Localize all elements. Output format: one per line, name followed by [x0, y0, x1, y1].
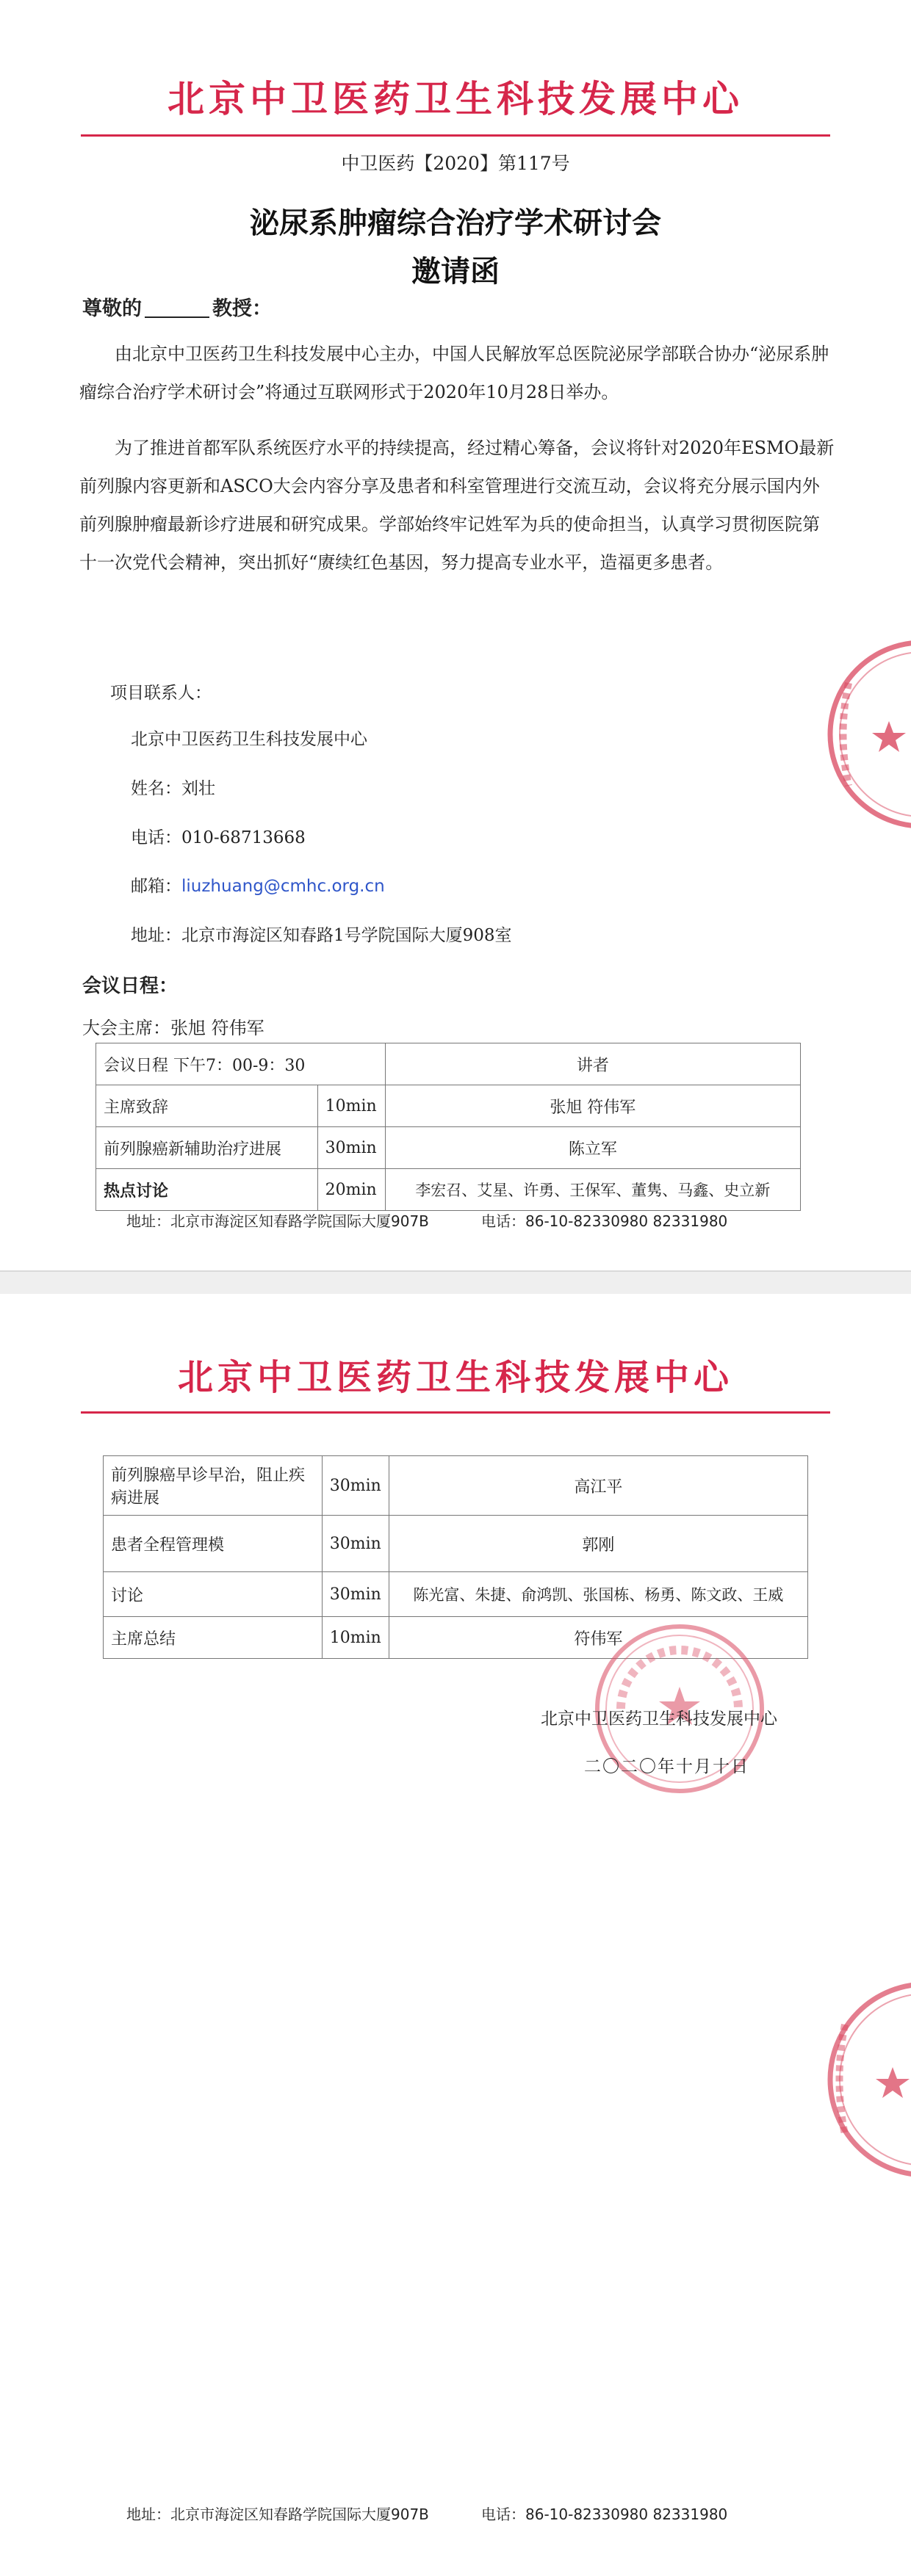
- schedule-table-page1: [96, 1043, 801, 1211]
- session-speaker: 符伟军: [389, 1617, 807, 1659]
- intro-paragraph: 由北京中卫医药卫生科技发展中心主办，中国人民解放军总医院泌尿学部联合协办“泌尿系肿瘤综合治疗学术研讨会”将通过互联网形式于2020年10月28日举办。: [79, 344, 829, 402]
- table-row: [96, 1127, 801, 1169]
- email-label: 邮箱：: [131, 877, 181, 896]
- salutation-blank: [145, 316, 209, 318]
- contact-name: 姓名：刘壮: [131, 779, 215, 798]
- session-topic: 热点讨论: [96, 1169, 318, 1211]
- footer-address: 地址：北京市海淀区知春路学院国际大厦907B: [126, 2506, 429, 2523]
- org-letterhead: 北京中卫医药卫生科技发展中心: [177, 1357, 733, 1398]
- schedule-time-header: 会议日程 下午7：00-9：30: [96, 1043, 386, 1085]
- session-speaker: 张旭 符伟军: [385, 1085, 800, 1127]
- session-speaker: 陈光富、朱捷、俞鸿凯、张国栋、杨勇、陈文政、王威: [389, 1572, 807, 1617]
- session-duration: 10min: [322, 1617, 389, 1659]
- agenda-heading: 会议日程：: [82, 975, 179, 997]
- contact-org: 北京中卫医药卫生科技发展中心: [131, 730, 367, 749]
- session-topic: 讨论: [104, 1572, 323, 1617]
- salutation-prefix: 尊敬的: [82, 297, 142, 320]
- letterhead-rule: [81, 134, 830, 137]
- org-letterhead: 北京中卫医药卫生科技发展中心: [168, 78, 743, 120]
- session-speaker: 李宏召、艾星、许勇、王保军、董隽、马鑫、史立新: [385, 1169, 800, 1211]
- letterhead-rule: [81, 1411, 830, 1414]
- purpose-paragraph: 为了推进首都军队系统医疗水平的持续提高，经过精心筹备，会议将针对2020年ESMO最新前列腺内容更新和ASCO大会内容分享及患者和科室管理进行交流互动，会议将充分展示国内外前列腺肿瘤最新诊疗进展和研究成果。学部始终牢记姓军为兵的使命担当，认真学习贯彻医院第十一次党代会精神，突出抓好“赓续红色基因，努力提高专业水平，造福更多患者。: [79, 438, 835, 573]
- signing-date: 二〇二〇年十月十日: [584, 1757, 749, 1776]
- session-topic: 患者全程管理模: [104, 1516, 323, 1572]
- table-row: [104, 1516, 808, 1572]
- official-seal-partial-2: [815, 1973, 911, 2186]
- letter-title: 泌尿系肿瘤综合治疗学术研讨会: [250, 206, 661, 240]
- footer-phone: 电话：86-10-82330980 82331980: [481, 2506, 728, 2523]
- contact-heading: 项目联系人：: [110, 684, 212, 703]
- footer-address: 地址：北京市海淀区知春路学院国际大厦907B: [126, 1212, 429, 1230]
- session-duration: 30min: [322, 1456, 389, 1516]
- salutation: [82, 292, 272, 321]
- document-number: 中卫医药【2020】第117号: [341, 153, 570, 174]
- session-duration: 30min: [322, 1572, 389, 1617]
- table-row: [96, 1085, 801, 1127]
- session-speaker: 高江平: [389, 1456, 807, 1516]
- session-duration: 10min: [317, 1085, 385, 1127]
- conference-chairs: 大会主席：张旭 符伟军: [82, 1018, 264, 1038]
- page-gap: [0, 1272, 911, 1294]
- session-speaker: 郭刚: [389, 1516, 807, 1572]
- table-row: [104, 1456, 808, 1516]
- contact-phone: 电话：010-68713668: [131, 828, 306, 847]
- letter-page-2: [0, 1294, 911, 2576]
- session-duration: 30min: [322, 1516, 389, 1572]
- speaker-header: 讲者: [385, 1043, 800, 1085]
- session-duration: 30min: [317, 1127, 385, 1169]
- schedule-header-row: [96, 1043, 801, 1085]
- letter-subtitle: 邀请函: [411, 255, 500, 289]
- session-topic: 前列腺癌新辅助治疗进展: [96, 1127, 318, 1169]
- table-row: [96, 1169, 801, 1211]
- session-topic: 前列腺癌早诊早治，阻止疾病进展: [104, 1456, 323, 1516]
- salutation-suffix: 教授：: [212, 297, 272, 320]
- email-link[interactable]: liuzhuang@cmhc.org.cn: [181, 877, 385, 896]
- signing-organization: 北京中卫医药卫生科技发展中心: [541, 1710, 777, 1729]
- session-topic: 主席总结: [104, 1617, 323, 1659]
- footer-phone: 电话：86-10-82330980 82331980: [481, 1212, 728, 1230]
- table-row: [104, 1572, 808, 1617]
- official-seal-partial-1: [815, 632, 911, 837]
- contact-email: [131, 872, 385, 897]
- session-duration: 20min: [317, 1169, 385, 1211]
- letter-page-1: [0, 0, 911, 1272]
- session-speaker: 陈立军: [385, 1127, 800, 1169]
- contact-address: 地址：北京市海淀区知春路1号学院国际大厦908室: [131, 926, 512, 945]
- session-topic: 主席致辞: [96, 1085, 318, 1127]
